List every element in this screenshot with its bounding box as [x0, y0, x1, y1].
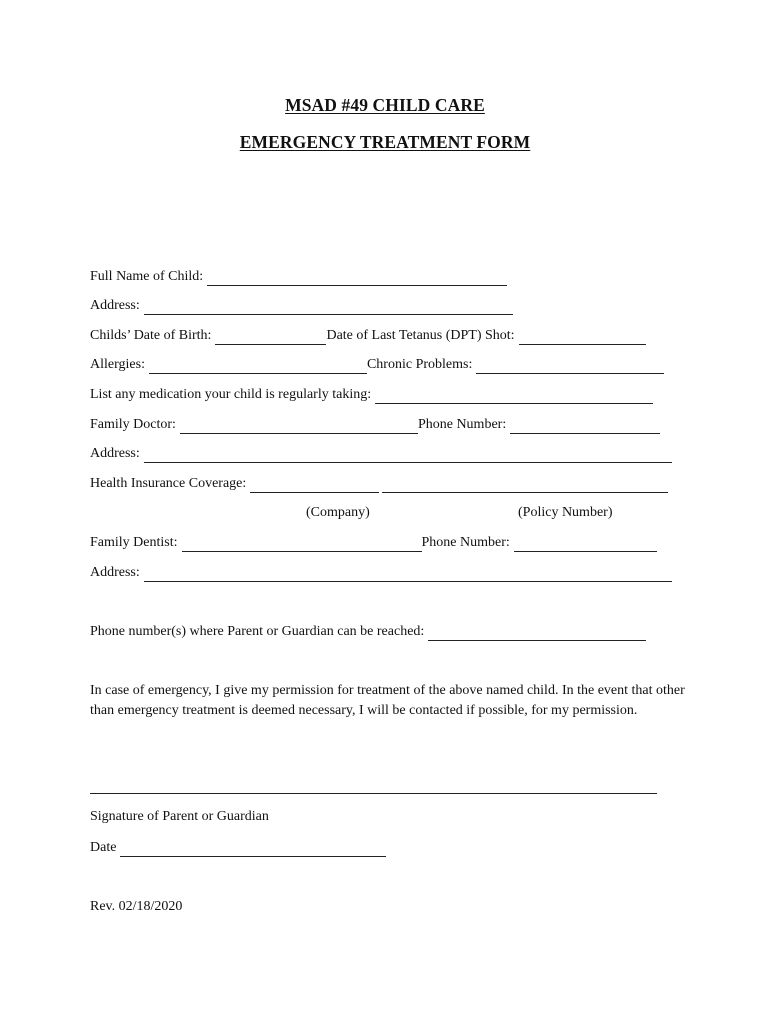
allergies-field[interactable] [149, 359, 367, 374]
tetanus-field[interactable] [519, 330, 646, 345]
child-name-label: Full Name of Child: [90, 269, 204, 284]
date-field[interactable] [120, 842, 386, 857]
signature-field[interactable] [90, 793, 657, 794]
dentist-row [90, 532, 657, 552]
doctor-address-label: Address: [90, 446, 140, 461]
doctor-address-field[interactable] [144, 448, 672, 463]
medication-field[interactable] [375, 389, 653, 404]
insurance-policy-field[interactable] [382, 478, 668, 493]
dob-row [90, 325, 646, 345]
doctor-row [90, 414, 660, 434]
chronic-field[interactable] [476, 359, 664, 374]
insurance-company-field[interactable] [250, 478, 379, 493]
guardian-phone-row [90, 621, 646, 641]
allergies-label: Allergies: [90, 357, 145, 372]
child-address-row [90, 295, 513, 315]
guardian-phone-label: Phone number(s) where Parent or Guardian can be reached: [90, 624, 425, 639]
child-name-row [90, 266, 507, 286]
doctor-field[interactable] [180, 419, 418, 434]
guardian-phone-field[interactable] [428, 626, 646, 641]
allergies-row [90, 354, 664, 374]
medication-row [90, 384, 653, 404]
dentist-address-row [90, 562, 672, 582]
dentist-address-label: Address: [90, 565, 140, 580]
signature-label: Signature of Parent or Guardian [90, 809, 269, 824]
date-row [90, 837, 386, 857]
dob-label: Childs’ Date of Birth: [90, 328, 212, 343]
medication-label: List any medication your child is regularly taking: [90, 387, 372, 402]
insurance-row [90, 473, 668, 493]
date-label: Date [90, 840, 117, 855]
doctor-address-row [90, 443, 672, 463]
chronic-label: Chronic Problems: [366, 357, 473, 372]
form-title: MSAD #49 CHILD CARE [285, 95, 485, 115]
consent-paragraph: In case of emergency, I give my permission for treatment of the above named child. In the event that other than emergency treatment is deemed necessary, I will be contacted if possible, for my permission. [90, 683, 685, 718]
doctor-phone-field[interactable] [510, 419, 660, 434]
child-name-field[interactable] [207, 271, 507, 286]
dentist-phone-label: Phone Number: [421, 535, 510, 550]
company-caption: (Company) [306, 505, 370, 520]
doctor-phone-label: Phone Number: [417, 417, 507, 432]
child-address-label: Address: [90, 298, 140, 313]
child-address-field[interactable] [144, 300, 513, 315]
dentist-address-field[interactable] [144, 567, 672, 582]
insurance-label: Health Insurance Coverage: [90, 476, 247, 491]
dentist-phone-field[interactable] [514, 537, 657, 552]
revision-note: Rev. 02/18/2020 [90, 899, 183, 914]
dob-field[interactable] [215, 330, 326, 345]
policy-caption: (Policy Number) [518, 505, 613, 520]
dentist-label: Family Dentist: [90, 535, 178, 550]
tetanus-label: Date of Last Tetanus (DPT) Shot: [326, 328, 515, 343]
doctor-label: Family Doctor: [90, 417, 176, 432]
dentist-field[interactable] [182, 537, 422, 552]
form-subtitle: EMERGENCY TREATMENT FORM [239, 132, 531, 152]
